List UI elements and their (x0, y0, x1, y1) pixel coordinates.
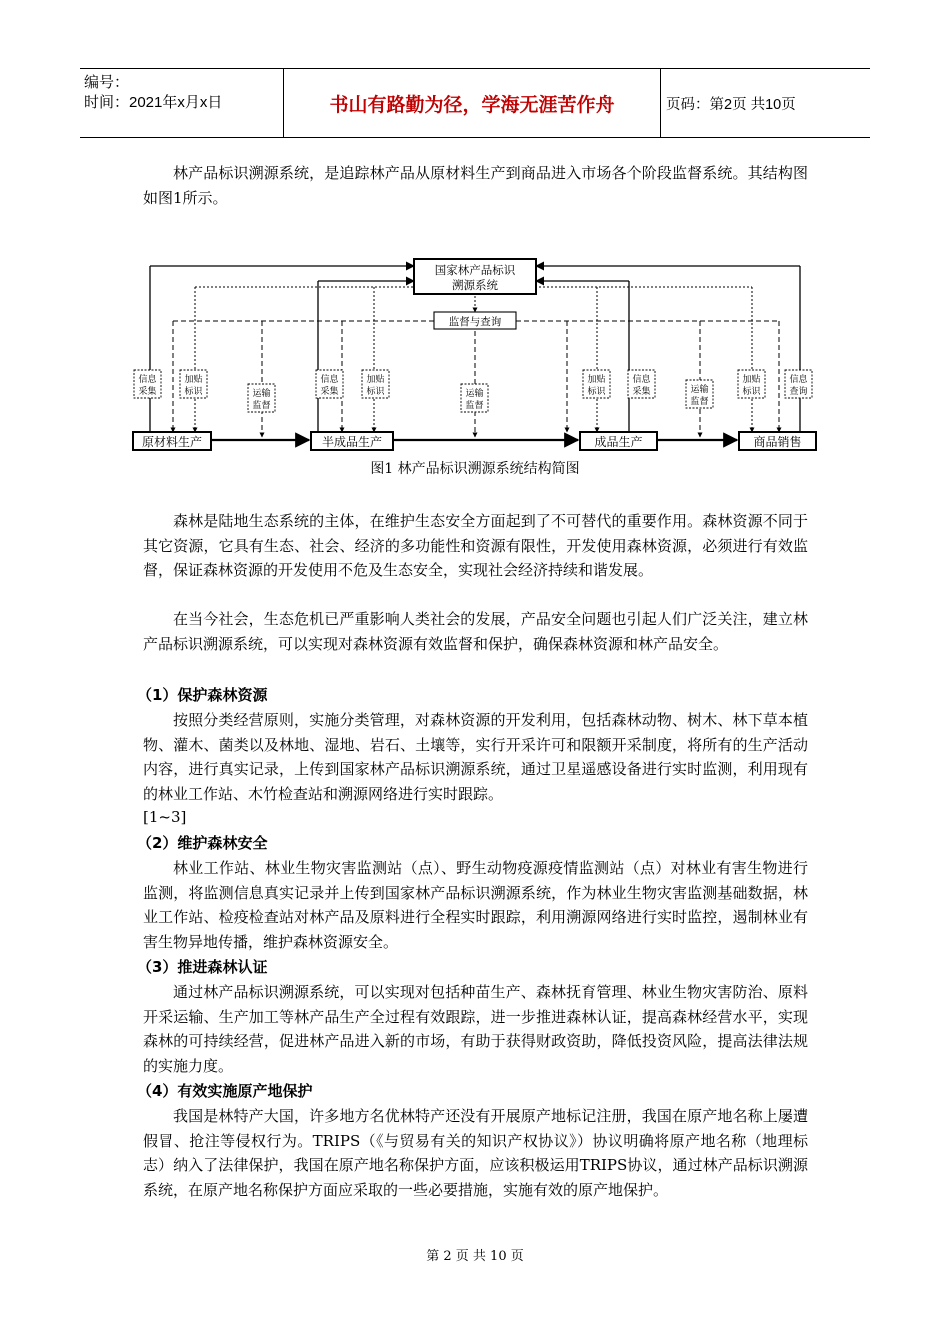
info-collect-3-line-1: 信息 (632, 375, 651, 385)
system-line-1: 国家林产品标识 (434, 263, 516, 277)
citation: [1~3] (143, 808, 187, 826)
transport-2-line-2: 监督 (465, 401, 484, 411)
section-heading-4: （4）有效实施原产地保护 (137, 1082, 313, 1100)
stage-semi-finished: 半成品生产 (321, 435, 383, 449)
paragraph-text: 按照分类经营原则，实施分类管理，对森林资源的开发利用，包括森林动物、树木、林下草本植物、灌木、菌类以及林地、湿地、岩石、土壤等，实行开采许可和限额开采制度，将所有的生产活动内容，进行真实记录，上传到国家林产品标识溯源系统，通过卫星遥感设备进行实时监测，利用现有的林业工作站、木竹检查站和溯源网络进行实时跟踪。 (143, 711, 808, 803)
intro-text: 林产品标识溯源系统，是追踪林产品从原材料生产到商品进入市场各个阶段监督系统。其结构图如图1所示。 (143, 164, 808, 207)
paragraph-text: 我国是林特产大国，许多地方名优林特产还没有开展原产地标记注册，我国在原产地名称上屡遭假冒、抢注等侵权行为。TRIPS（《与贸易有关的知识产权协议》）协议明确将原产地名称（地理标志）纳入了法律保护，我国在原产地名称保护方面，应该积极运用TRIPS协议，通过林产品标识溯源系统，在原产地名称保护方面应采取的一些必要措施，实施有效的原产地保护。 (143, 1107, 808, 1199)
body-paragraph-3 (143, 708, 808, 806)
info-query-line-1: 信息 (789, 375, 808, 385)
section-heading-2: （2）维护森林安全 (137, 834, 268, 852)
transport-1-line-1: 运输 (252, 389, 271, 399)
add-label-2-line-1: 加贴 (366, 375, 385, 385)
body-paragraph-5 (143, 980, 808, 1078)
traceability-structure-diagram (0, 0, 950, 460)
header-page-label: 页码：第2页 共10页 (666, 96, 796, 113)
info-collect-2-line-1: 信息 (320, 375, 339, 385)
stage-sales: 商品销售 (753, 435, 802, 449)
figure-caption: 图1 林产品标识溯源系统结构简图 (370, 461, 580, 477)
supervision-label: 监督与查询 (448, 316, 502, 328)
section-heading-1: （1）保护森林资源 (137, 686, 268, 704)
info-collect-3-line-2: 采集 (632, 387, 651, 397)
body-paragraph-4 (143, 856, 808, 954)
info-query-line-2: 查询 (789, 387, 808, 397)
info-collect-1-line-2: 采集 (138, 387, 157, 397)
body-paragraph-1 (143, 509, 808, 583)
page-footer: 第 2 页 共 10 页 (426, 1249, 524, 1264)
add-label-4-line-2: 标识 (742, 387, 761, 397)
transport-3-line-2: 监督 (690, 397, 709, 407)
add-label-3-line-1: 加贴 (587, 375, 606, 385)
document-number-label: 编号： (84, 74, 130, 91)
stage-finished: 成品生产 (594, 435, 643, 449)
paragraph-text: 林业工作站、林业生物灾害监测站（点）、野生动物疫源疫情监测站（点）对林业有害生物进行监测，将监测信息真实记录并上传到国家林产品标识溯源系统，作为林业生物灾害监测基础数据，林业工作站、检疫检查站对林产品及原料进行全程实时跟踪，利用溯源网络进行实时监控，遏制林业有害生物异地传播，维护森林资源安全。 (143, 859, 808, 951)
add-label-1-line-2: 标识 (184, 387, 203, 397)
info-collect-1-line-1: 信息 (138, 375, 157, 385)
add-label-4-line-1: 加贴 (742, 375, 761, 385)
add-label-1-line-1: 加贴 (184, 375, 203, 385)
add-label-3-line-2: 标识 (587, 387, 606, 397)
paragraph-text: 森林是陆地生态系统的主体，在维护生态安全方面起到了不可替代的重要作用。森林资源不同于其它资源，它具有生态、社会、经济的多功能性和资源有限性，开发使用森林资源，必须进行有效监督，保证森林资源的开发使用不危及生态安全，实现社会经济持续和谐发展。 (143, 512, 808, 579)
transport-3-line-1: 运输 (690, 385, 709, 395)
paragraph-text: 通过林产品标识溯源系统，可以实现对包括种苗生产、森林抚育管理、林业生物灾害防治、原料开采运输、生产加工等林产品生产全过程有效跟踪，进一步推进森林认证，提高森林经营水平，实现森林的可持续经营，促进林产品进入新的市场，有助于获得财政资助，降低投资风险，提高法律法规的实施力度。 (143, 983, 808, 1075)
paragraph-text: 在当今社会，生态危机已严重影响人类社会的发展，产品安全问题也引起人们广泛关注，建立林产品标识溯源系统，可以实现对森林资源有效监督和保护，确保森林资源和林产品安全。 (143, 610, 808, 653)
stage-raw-material: 原材料生产 (141, 435, 203, 449)
document-time-label: 时间：2021年x月x日 (84, 94, 223, 111)
transport-2-line-1: 运输 (465, 389, 484, 399)
body-paragraph-6 (143, 1104, 808, 1202)
section-heading-3: （3）推进森林认证 (137, 958, 268, 976)
system-line-2: 溯源系统 (452, 278, 498, 292)
transport-1-line-2: 监督 (252, 401, 271, 411)
info-collect-2-line-2: 采集 (320, 387, 339, 397)
add-label-2-line-2: 标识 (366, 387, 385, 397)
body-paragraph-2 (143, 607, 808, 656)
header-motto: 书山有路勤为径，学海无涯苦作舟 (284, 69, 661, 137)
